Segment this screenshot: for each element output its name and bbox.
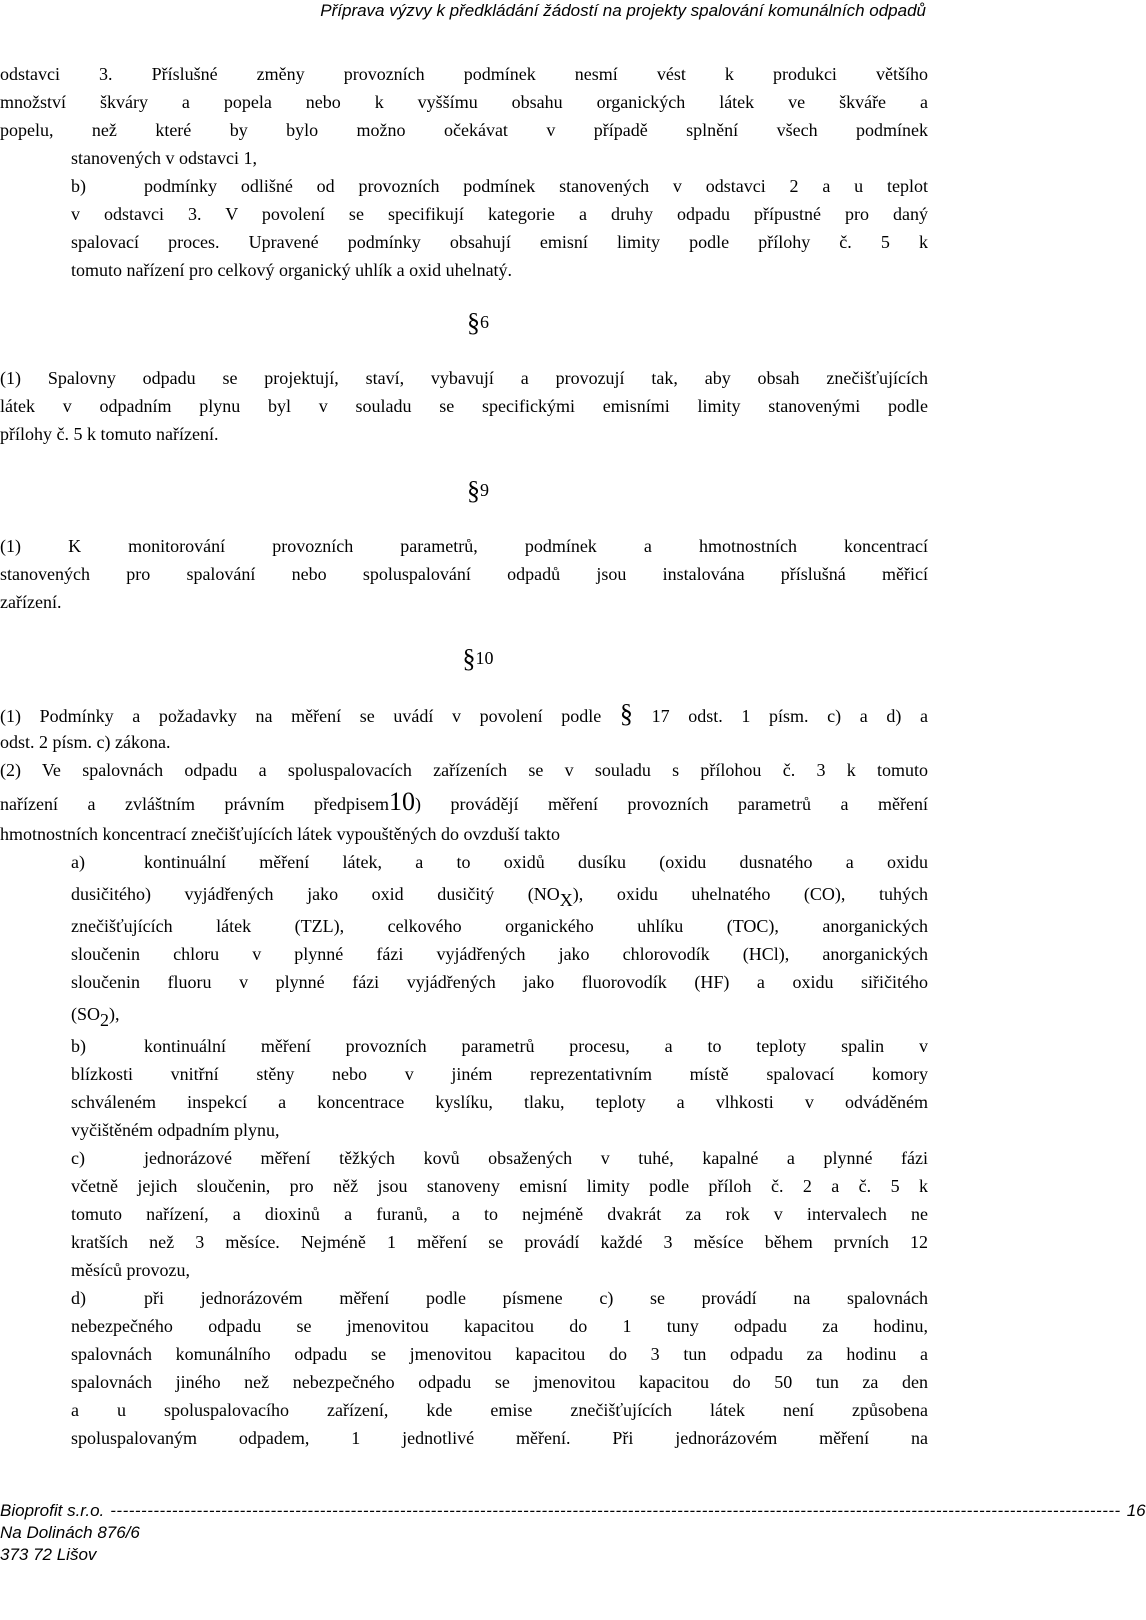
- section-heading-9: [0, 476, 928, 504]
- list-item-c: c) jednorázové měření těžkých kovů obsažených v tuhé, kapalné a plynné fázi: [0, 1144, 928, 1172]
- text-line: tomuto nařízení, a dioxinů a furanů, a to nejméně dvakrát za rok v intervalech ne: [71, 1204, 928, 1224]
- text-line: schváleném inspekcí a koncentrace kyslíku, tlaku, teploty a vlhkosti v odváděném: [71, 1092, 928, 1112]
- text-line: přílohy č. 5 k tomuto nařízení.: [0, 424, 219, 444]
- spacer: [0, 672, 928, 700]
- text-line: nařízení a zvláštním právním předpisem10) provádějí měření provozních parametrů a měření: [0, 787, 929, 816]
- text-line: dusičitého) vyjádřených jako oxid dusičitý (NOX), oxidu uhelnatého (CO), tuhých: [71, 884, 928, 910]
- footer-separator: --------------------------------------------------------------------------------------------------------------------------------------------------------------------: [110, 1501, 1121, 1520]
- text-line: spalovnách komunálního odpadu se jmenovitou kapacitou do 3 tun odpadu za hodinu a: [71, 1344, 928, 1364]
- text-line: spoluspalovaným odpadem, 1 jednotlivé měření. Při jednorázovém měření na: [71, 1428, 928, 1448]
- spacer: [0, 448, 928, 476]
- section-number: 9: [480, 480, 489, 500]
- text-line: blízkosti vnitřní stěny nebo v jiném reprezentativním místě spalovací komory: [71, 1064, 928, 1084]
- list-label: c): [71, 1148, 85, 1168]
- text-line: v odstavci 3. V povolení se specifikují kategorie a druhy odpadu přípustné pro daný: [71, 204, 928, 224]
- spacer: [0, 284, 928, 308]
- text-line: (SO2),: [71, 1004, 120, 1030]
- section-number: 10: [475, 648, 494, 668]
- text-line: (1) K monitorování provozních parametrů, podmínek a hmotnostních koncentrací: [0, 536, 928, 556]
- subscript: X: [559, 890, 573, 910]
- text-line: měsíců provozu,: [71, 1260, 190, 1280]
- text-line: stanovených v odstavci 1,: [71, 148, 257, 168]
- text-line: tomuto nařízení pro celkový organický uhlík a oxid uhelnatý.: [71, 260, 513, 280]
- document-body: [0, 60, 928, 1452]
- text-line: vyčištěném odpadním plynu,: [71, 1120, 280, 1140]
- section-symbol: §: [462, 644, 476, 673]
- spacer: [0, 336, 928, 364]
- footer-company: Bioprofit s.r.o.: [0, 1501, 105, 1520]
- text-line: odstavci 3. Příslušné změny provozních podmínek nesmí vést k produkci většího: [0, 64, 928, 84]
- text-line: popelu, než které by bylo možno očekávat v případě splnění všech podmínek: [0, 120, 928, 140]
- text-line: látek v odpadním plynu byl v souladu se specifickými emisními limity stanovenými podle: [0, 396, 928, 416]
- text-line: nebezpečného odpadu se jmenovitou kapacitou do 1 tuny odpadu za hodinu,: [71, 1316, 928, 1336]
- list-label: d): [71, 1288, 86, 1308]
- section-heading-10: [0, 644, 928, 672]
- section-symbol: §: [619, 699, 633, 728]
- text-line: odst. 2 písm. c) zákona.: [0, 732, 171, 752]
- footer-street: Na Dolinách 876/6: [0, 1523, 140, 1542]
- list-label: b): [71, 176, 86, 196]
- text-line: (2) Ve spalovnách odpadu a spoluspalovacích zařízeních se v souladu s přílohou č. 3 k tomuto: [0, 760, 928, 780]
- text-line: hmotnostních koncentrací znečišťujících látek vypouštěných do ovzduší takto: [0, 824, 561, 844]
- list-item-b: [0, 172, 928, 200]
- text-line: spalovnách jiného než nebezpečného odpadu se jmenovitou kapacitou do 50 tun za den: [71, 1372, 928, 1392]
- text-line: množství škváry a popela nebo k vyššímu obsahu organických látek ve škváře a: [0, 92, 928, 112]
- footer-first-line: [0, 1500, 1146, 1522]
- section-heading-6: [0, 308, 928, 336]
- subscript: 2: [100, 1010, 110, 1030]
- section-number: 6: [480, 312, 489, 332]
- page-number: 16: [1126, 1501, 1146, 1520]
- section-symbol: §: [467, 476, 480, 505]
- footnote-reference: 10: [389, 787, 416, 816]
- text-line: (1) Podmínky a požadavky na měření se uvádí v povolení podle § 17 odst. 1 písm. c) a d) a: [0, 699, 929, 728]
- text-line: zařízení.: [0, 592, 62, 612]
- section-symbol: §: [467, 308, 480, 337]
- spacer: [0, 616, 928, 644]
- text-line: a u spoluspalovacího zařízení, kde emise znečišťujících látek není způsobena: [71, 1400, 928, 1420]
- text-line: spalovací proces. Upravené podmínky obsahují emisní limity podle přílohy č. 5 k: [71, 232, 928, 252]
- text-line: včetně jejich sloučenin, pro něž jsou stanoveny emisní limity podle příloh č. 2 a č. 5 k: [71, 1176, 928, 1196]
- list-label: b): [71, 1036, 86, 1056]
- page-footer: [0, 1500, 1146, 1566]
- footer-city: 373 72 Lišov: [0, 1545, 97, 1564]
- text-line: sloučenin chloru v plynné fázi vyjádřených jako chlorovodík (HCl), anorganických: [71, 944, 928, 964]
- text-line: znečišťujících látek (TZL), celkového organického uhlíku (TOC), anorganických: [71, 916, 928, 936]
- running-header-title: Příprava výzvy k předkládání žádostí na projekty spalování komunálních odpadů: [320, 1, 926, 20]
- list-item-b: b) kontinuální měření provozních parametrů procesu, a to teploty spalin v: [0, 1032, 928, 1060]
- text-line: podmínky odlišné od provozních podmínek stanovených v odstavci 2 a u teplot: [144, 176, 928, 196]
- text-line: (1) Spalovny odpadu se projektují, staví, vybavují a provozují tak, aby obsah znečišťujících: [0, 368, 928, 388]
- list-item-a: a) kontinuální měření látek, a to oxidů dusíku (oxidu dusnatého a oxidu: [0, 848, 928, 876]
- spacer: [0, 504, 928, 532]
- text-line: kratších než 3 měsíce. Nejméně 1 měření se provádí každé 3 měsíce během prvních 12: [71, 1232, 928, 1252]
- list-label: a): [71, 852, 85, 872]
- list-item-d: d) při jednorázovém měření podle písmene c) se provádí na spalovnách: [0, 1284, 928, 1312]
- text-line: sloučenin fluoru v plynné fázi vyjádřených jako fluorovodík (HF) a oxidu siřičitého: [71, 972, 928, 992]
- text-line: stanovených pro spalování nebo spoluspalování odpadů jsou instalována příslušná měřicí: [0, 564, 928, 584]
